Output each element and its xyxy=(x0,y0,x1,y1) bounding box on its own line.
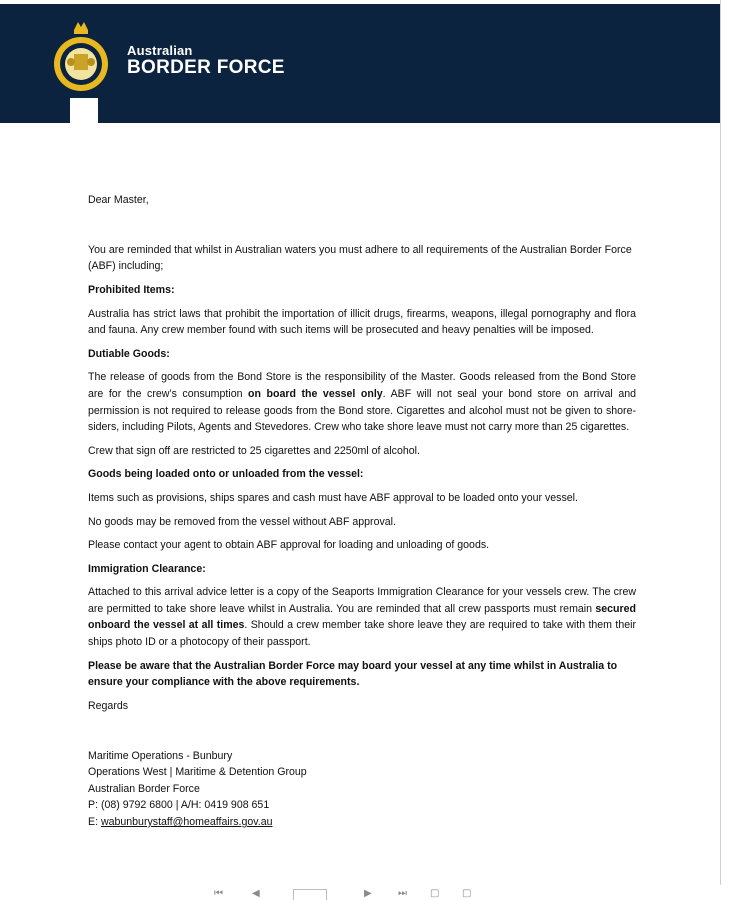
email-label: E: xyxy=(88,816,101,828)
immigration-heading: Immigration Clearance: xyxy=(88,562,206,575)
goods-paragraph-1: Items such as provisions, ships spares and cash must have ABF approval to be loaded onto your vessel. xyxy=(88,491,578,504)
dutiable-heading: Dutiable Goods: xyxy=(88,347,170,360)
signature-email-line xyxy=(88,814,636,831)
banner-notch xyxy=(70,98,98,124)
prohibited-paragraph: Australia has strict laws that prohibit the importation of illicit drugs, firearms, weapons, illegal pornography and flora and fauna. Any crew member found with such items will be prosecuted and heavy penalties will be imposed. xyxy=(88,307,636,337)
closing: Regards xyxy=(88,699,129,712)
immigration-text-b: . Should a crew member take shore leave they are required to take with them their ships photo ID or a photocopy of their passport. xyxy=(88,619,636,649)
document-icon[interactable]: ▢ xyxy=(462,888,472,899)
page-view-icon[interactable]: ▢ xyxy=(430,888,440,899)
goods-paragraph-2: No goods may be removed from the vessel without ABF approval. xyxy=(88,515,396,528)
letter-body xyxy=(88,192,636,831)
letterhead-banner xyxy=(0,4,720,123)
signature-line-3: Australian Border Force xyxy=(88,782,200,795)
dutiable-text-b: . ABF will not seal your bond store on arrival and permission is not required to release goods from the Bond store. Cigarettes and alcohol must not be given to shore-siders, including Pilots, Agents and Stevedores. Crew who take shore leave must not carry more than 25 cigarettes. xyxy=(88,387,637,434)
dutiable-text-bold: on board the vessel only xyxy=(248,387,383,400)
page-number-field[interactable] xyxy=(293,889,327,900)
intro-paragraph: You are reminded that whilst in Australian waters you must adhere to all requirements of the Australian Border Force (ABF) including; xyxy=(88,243,632,273)
brand-line-1: Australian xyxy=(127,43,193,58)
immigration-text-a: Attached to this arrival advice letter is a copy of the Seaports Immigration Clearance for your vessels crew. The crew are permitted to take shore leave whilst in Australia. You are reminded that all crew passports must remain xyxy=(88,586,636,615)
sign-off-paragraph: Crew that sign off are restricted to 25 cigarettes and 2250ml of alcohol. xyxy=(88,444,420,457)
signature-line-1: Maritime Operations - Bunbury xyxy=(88,749,233,762)
prohibited-heading: Prohibited Items: xyxy=(88,283,175,296)
last-page-icon[interactable]: ⏭ xyxy=(398,888,407,899)
goods-heading: Goods being loaded onto or unloaded from the vessel: xyxy=(88,468,364,481)
signature-block xyxy=(88,748,636,831)
prev-page-icon[interactable]: ◀ xyxy=(252,888,260,899)
signature-line-2: Operations West | Maritime & Detention Group xyxy=(88,766,307,779)
warning-paragraph: Please be aware that the Australian Border Force may board your vessel at any time whilst in Australia to ensure your compliance with the above requirements. xyxy=(88,659,618,689)
dutiable-paragraph xyxy=(88,369,636,435)
brand-line-2: BORDER FORCE xyxy=(127,57,285,78)
dutiable-text-a: The release of goods from the Bond Store is the responsibility of the Master. Goods released from the Bond Store are for the crew’s consumption xyxy=(88,371,636,400)
salutation: Dear Master, xyxy=(88,194,149,206)
crest-icon xyxy=(52,18,110,94)
immigration-text-bold: secured onboard the vessel at all times xyxy=(88,602,636,632)
immigration-paragraph xyxy=(88,584,636,650)
next-page-icon[interactable]: ▶ xyxy=(364,888,372,899)
email-link[interactable]: wabunburystaff@homeaffairs.gov.au xyxy=(100,816,273,828)
goods-paragraph-3: Please contact your agent to obtain ABF approval for loading and unloading of goods. xyxy=(88,539,490,552)
first-page-icon[interactable]: ⏮ xyxy=(214,888,223,899)
signature-phone: P: (08) 9792 6800 | A/H: 0419 908 651 xyxy=(88,799,270,812)
brand-wordmark xyxy=(127,44,285,78)
